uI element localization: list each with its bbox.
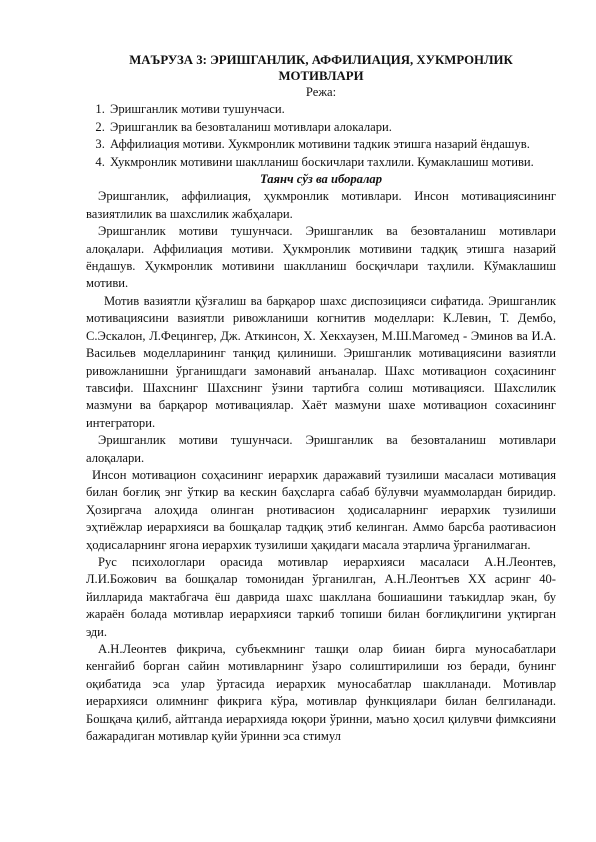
paragraph: Эришганлик мотиви тушунчаси. Эришганлик ва безовталаниш мотивлари алоқалари. [86, 433, 556, 465]
paragraph: А.Н.Леонтев фикрича, субъекмнинг ташқи олар бииан бирга муносабатлари кенгайиб борган сайин мотивларнинг ўзаро солиштирилиши юз беради, бунинг оқибатида эса улар ўртасида иерархик муносабатлар шаклланади. Мотивлар иерархияси олимнинг фикрига кўра, мотивлар функциялари билан белгиланади. Бошқача қилиб, айтганда иерархияда юқори ўринни, маъно ҳосил қилувчи фимксияни бажарадиган мотивлар қуйи ўринни эса стимул [86, 642, 556, 744]
title-line-2: МОТИВЛАРИ [278, 69, 364, 83]
paragraph: Мотив вазиятли қўзғалиш ва барқарор шахс диспозицияси сифатида. Эришганлик мотивациясини вазиятли ривожланиши когнитив моделлари: К.Левин, Т. Дембо, С.Эскалон, Л.Фецингер, Дж. Аткинсон, Х. Хекхаузен, М.Ш.Магомед - Эминов ва И.А. Васильев моделларининг танқид қилиниши. Эришганлик мотивациясини вазиятли ривожланишни ўрганишдаги замонавий анъаналар. Шахс мотивацион соҳасининг тавсифи. Шахснинг Шахснинг ўзини тартибга солиш мотивацияси. Шахслилик мазмуни ва барқарор мотивациялар. Хаёт мазмуни шахе мотивацион сохасининг интегратори. [86, 293, 556, 430]
paragraph: Рус психологлари орасида мотивлар иерархияси масаласи А.Н.Леонтев, Л.И.Божович ва бошқалар томонидан ўрганилган, А.Н.Леонтъев XX асринг 40-йилларида мактабгача ёш даврида шахс шаклланa бошиашини таъкидлар экан, бу жараён болада мотивлар иерархияси таркиб топиши билан боғлиқлигини уқтирган эди. [86, 554, 556, 639]
paragraph: Инсон мотивацион соҳасининг иерархик даражавий тузилиши масаласи мотивация билан боғлиқ энг ўткир ва кескин баҳсларга сабаб бўлувчи муаммолардан биридир. Ҳозиргача алоҳида олинган рнотивасион ҳодисаларнинг иерархик тузилиши эҳтиёжлар иерархияси ва бошқалар тадқиқ этиб келинган. Аммо барсба раотивасион ҳодисаларнинг ягона иерархик тузилиши ҳақидаги масала этарлича ўрганилмаган. [86, 467, 556, 552]
paragraph: Эришганлик, аффилиация, ҳукмронлик мотивлари. Инсон мотивациясининг вазиятлилик ва шахслилик жабҳалари. [86, 189, 556, 221]
plan-list [86, 101, 556, 171]
paragraph: Эришганлик мотиви тушунчаси. Эришганлик ва безовталаниш мотивлари алоқалари. Аффилиация мотиви. Ҳукмронлик мотивини тадқиқ этишга назарий ёндашув. Ҳукмронлик мотивини шаклланиш босқичлари таҳлили. Кўмаклашиш мотиви. [86, 224, 556, 291]
lecture-title [86, 52, 556, 84]
plan-item: 4. Хукмронлик мотивини шаклланиш боскичлари тахлили. Кумаклашиш мотиви. [108, 154, 556, 171]
keywords-heading: Таянч сўз ва иборалар [259, 172, 383, 187]
plan-item: 1. Эришганлик мотиви тушунчаси. [108, 101, 556, 118]
plan-item: 3. Аффилиация мотиви. Хукмронлик мотивини тадкик этишга назарий ёндашув. [108, 136, 556, 153]
title-line-1: МАЪРУЗА 3: ЭРИШГАНЛИК, АФФИЛИАЦИЯ, ХУКМРОНЛИК [129, 53, 513, 67]
plan-item: 2. Эришганлик ва безовталаниш мотивлари алокалари. [108, 119, 556, 136]
document-page [86, 52, 556, 745]
plan-label: Режа: [305, 85, 337, 99]
